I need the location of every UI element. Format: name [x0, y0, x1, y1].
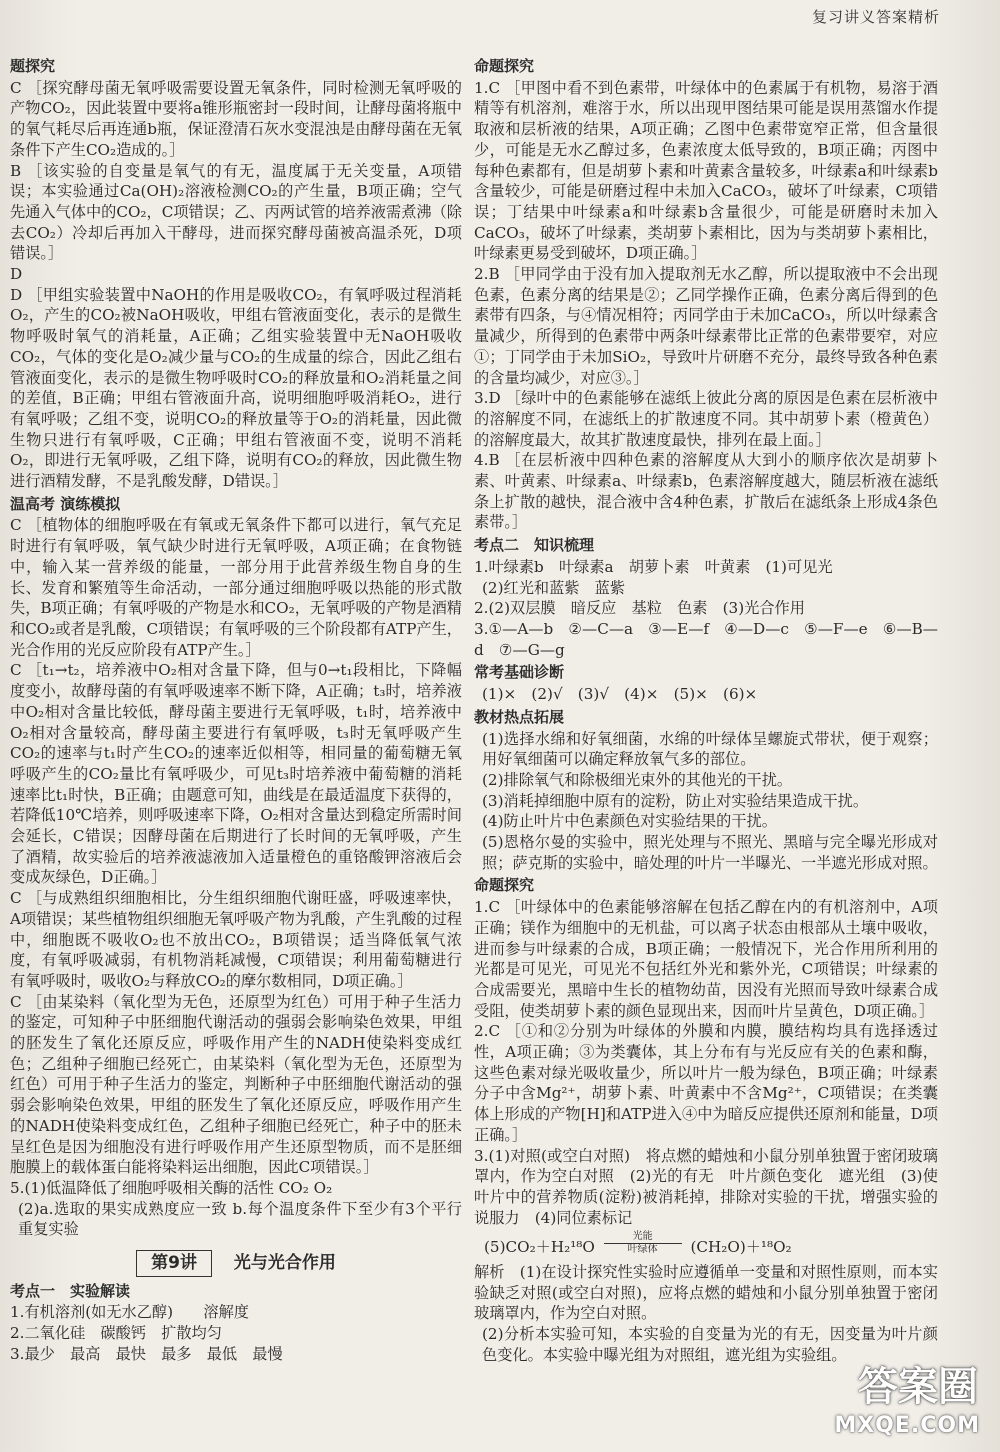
section-title: 题探究: [10, 57, 56, 75]
answer-paragraph: 1.叶绿素b 叶绿素a 胡萝卜素 叶黄素 (1)可见光: [474, 557, 833, 576]
watermark: [808, 1352, 988, 1442]
analysis-paragraph: (2)分析本实验可知，本实验的自变量为光的有无，因变量为叶片颜色变化。本实验中曝光组为对照组，遮光组为实验组。: [482, 1325, 938, 1364]
equation-reactants: (5)CO₂＋H₂¹⁸O: [484, 1238, 595, 1257]
analysis-paragraph: 解析 (1)在设计探究性实验时应遵循单一变量和对照性原则，而本实验缺乏对照(或空白对照)，应将点燃的蜡烛和小鼠分别单独置于密闭玻璃罩内，作为空白对照。: [474, 1263, 938, 1323]
answer-paragraph: C ［与成熟组织细胞相比，分生组织细胞代谢旺盛，呼吸速率快，A项错误；某些植物组织细胞无氧呼吸产物为乳酸，产生乳酸的过程中，细胞既不吸收O₂也不放出CO₂，B项错误；适当降低氧气浓度，有氧呼吸减弱，有机物消耗减慢，C项错误；利用葡萄糖进行有氧呼吸时，吸收O₂与释放CO₂的摩尔数相同，D项正确。］: [10, 889, 462, 990]
answer-paragraph: 4.B ［在层析液中四种色素的溶解度从大到小的顺序依次是胡萝卜素、叶黄素、叶绿素a、叶绿素b，色素溶解度越大，随层析液在滤纸条上扩散的越快，混合液中含4种色素，扩散后在滤纸条上形成4条色素带。］: [474, 451, 938, 532]
answer-paragraph: 2.B ［甲同学由于没有加入提取剂无水乙醇，所以提取液中不会出现色素，色素分离的结果是②；乙同学操作正确，色素分离后得到的色素带有四条，与④情况相符；丙同学由于未加CaCO₃，所以叶绿素含量减少，所得到的色素带中两条叶绿素带比正常的色素带要窄，对应①；丁同学由于未加SiO₂，导致叶片研磨不充分，最终导致各种色素的含量均减少，对应③。］: [474, 265, 938, 387]
running-header: 复习讲义答案精析: [811, 8, 940, 26]
answer-paragraph: 3.(1)对照(或空白对照) 将点燃的蜡烛和小鼠分别单独置于密闭玻璃罩内，作为空白对照 (2)光的有无 叶片颜色变化 遮光组 (3)使叶片中的营养物质(淀粉)被消耗掉，排除对实验的干扰，增强实验的说服力 (4)同位素标记: [474, 1146, 938, 1227]
answer-paragraph: (1)选择水绵和好氧细菌，水绵的叶绿体呈螺旋式带状，便于观察；用好氧细菌可以确定释放氧气多的部位。: [482, 729, 938, 769]
answer-paragraph: C ［由某染料（氧化型为无色，还原型为红色）可用于种子生活力的鉴定，可知种子中胚细胞代谢活动的强弱会影响染色效果，甲组的胚发生了氧化还原反应，呼吸作用产生的NADH使染料变成红色；乙组种子细胞已经死亡，由某染料（氧化型为无色，还原型为红色）可用于种子生活力的鉴定，判断种子中胚细胞代谢活动的强弱会影响染色效果，甲组的胚发生了氧化还原反应，呼吸作用产生的NADH使染料变成红色，乙组种子细胞已经死亡，种子中的胚未呈红色是因为细胞没有进行呼吸作用产生还原型物质，而不是胚细胞膜上的载体蛋白能将染料运出细胞，因此C项错误。］: [10, 992, 462, 1177]
arrow-condition-top: 光能: [632, 1231, 653, 1243]
right-column: [474, 54, 938, 1452]
answer-paragraph: C ［植物体的细胞呼吸在有氧或无氧条件下都可以进行，氧气充足时进行有氧呼吸，氧气缺少时进行无氧呼吸，A项正确；在食物链中，输入某一营养级的能量，一部分用于此营养级生物自身的生长、发育和繁殖等生命活动，一部分通过细胞呼吸以热能的形式散失，B项正确；有氧呼吸的产物是水和CO₂，无氧呼吸的产物是酒精和CO₂或者是乳酸，C项错误；有氧呼吸的三个阶段都有ATP产生，光合作用的光反应阶段有ATP产生。］: [10, 516, 462, 659]
section-title: 考点二 知识梳理: [474, 536, 595, 555]
section-title: 教材热点拓展: [474, 707, 565, 726]
section-title: 考点一 实验解读: [10, 1281, 131, 1300]
answer-letter: D: [10, 265, 23, 284]
watermark-logo: 答案圈: [858, 1364, 978, 1410]
arrow-condition-bottom: 叶绿体: [627, 1244, 658, 1256]
answer-paragraph: 1.C ［甲图中看不到色素带，叶绿体中的色素属于有机物，易溶于酒精等有机溶剂，难溶于水，所以出现甲图结果可能是误用蒸馏水作提取液和层析液的结果，A项正确；乙图中色素带宽窄正常，但含量很少，可能是无水乙醇过多，色素浓度太低导致的，B项正确；丙图中每种色素都有，但是胡萝卜素和叶黄素含量较多，叶绿素a和叶绿素b含量较少，可能是研磨过程中未加入CaCO₃，破坏了叶绿素，C项错误；丁结果中叶绿素a和叶绿素b含量很少，可能是研磨时未加入CaCO₃，破坏了叶绿素，类胡萝卜素相比，因为与类胡萝卜素相比，叶绿素更易受到破坏，D项正确。］: [474, 78, 938, 263]
answer-paragraph: 1.C ［叶绿体中的色素能够溶解在包括乙醇在内的有机溶剂中，A项正确；镁作为细胞中的无机盐，可以离子状态由根部从土壤中吸收，进而参与叶绿素的合成，B项正确；一般情况下，光合作用所利用的光都是可见光，可见光不包括红外光和紫外光，C项错误；叶绿素的合成需要光，黑暗中生长的植物幼苗，因没有光照而导致叶绿素合成受阻，使类胡萝卜素的颜色显现出来，因而叶片呈黄色，D项正确。］: [474, 898, 938, 1020]
lecture-title: 光与光合作用: [233, 1253, 336, 1274]
answer-paragraph: 2.(2)双层膜 暗反应 基粒 色素 (3)光合作用: [474, 599, 805, 618]
reaction-arrow: [600, 1232, 686, 1255]
answer-paragraph: (5)恩格尔曼的实验中，照光处理与不照光、黑暗与完全曝光形成对照；萨克斯的实验中，暗处理的叶片一半曝光、一半遮光形成对照。: [482, 833, 938, 872]
watermark-site: MXQE.COM: [834, 1413, 980, 1438]
answer-paragraph: (2)红光和蓝紫 蓝紫: [482, 578, 626, 597]
chemical-equation: [474, 1232, 938, 1258]
answer-paragraph: (2)排除氧气和除极细光束外的其他光的干扰。: [482, 770, 793, 789]
answer-paragraph: 2.C ［①和②分别为叶绿体的外膜和内膜，膜结构均具有选择透过性，A项正确；③为类囊体，其上分布有与光反应有关的色素和酶，这些色素对绿光吸收量少，所以叶片一般为绿色，B项正确；叶绿素分子中含Mg²⁺，胡萝卜素、叶黄素中不含Mg²⁺，C项错误；在类囊体上形成的产物[H]和ATP进入④中为暗反应提供还原剂和能量，D项正确。］: [474, 1022, 938, 1144]
section-title: 命题探究: [474, 876, 535, 895]
answer-paragraph: (2)a.选取的果实成熟度应一致 b.每个温度条件下至少有3个平行重复实验: [18, 1199, 462, 1239]
answer-paragraph: 3.最少 最高 最快 最多 最低 最慢: [10, 1344, 283, 1363]
section-title: 常考基础诊断: [474, 663, 565, 682]
lecture-number: 第9讲: [136, 1250, 212, 1277]
answer-paragraph: B ［该实验的自变量是氧气的有无，温度属于无关变量，A项错误；本实验通过Ca(OH)₂溶液检测CO₂的产生量，B项正确；空气先通入气体中的CO₂，C项错误；乙、丙两试管的培养液需煮沸（除去CO₂）冷却后再加入干酵母，进而探究酵母菌被高温杀死，D项错误。］: [10, 161, 462, 263]
answer-paragraph: C ［探究酵母菌无氧呼吸需要设置无氧条件，同时检测无氧呼吸的产物CO₂，因此装置中要将a锥形瓶密封一段时间，让酵母菌将瓶中的氧气耗尽后再连通b瓶，保证澄清石灰水变混浊是由酵母菌在无氧条件下产生CO₂造成的。］: [10, 78, 462, 159]
section-title: 温高考 演练模拟: [10, 494, 121, 513]
answer-paragraph: 3.D ［绿叶中的色素能够在滤纸上彼此分离的原因是色素在层析液中的溶解度不同，在滤纸上的扩散速度不同。其中胡萝卜素（橙黄色）的溶解度最大，故其扩散速度最快，排列在最上面。］: [474, 389, 938, 449]
section-title: 命题探究: [474, 57, 535, 75]
answer-paragraph: (4)防止叶片中色素颜色对实验结果的干扰。: [482, 812, 777, 831]
answer-paragraph: 3.①—A—b ②—C—a ③—E—f ④—D—c ⑤—F—e ⑥—B—d ⑦—G—g: [474, 619, 938, 659]
answer-paragraph: (1)× (2)√ (3)√ (4)× (5)× (6)×: [482, 685, 758, 704]
answer-paragraph: 5.(1)低温降低了细胞呼吸相关酶的活性 CO₂ O₂: [10, 1178, 333, 1197]
answer-paragraph: (3)消耗掉细胞中原有的淀粉，防止对实验结果造成干扰。: [482, 791, 869, 810]
answer-paragraph: D ［甲组实验装置中NaOH的作用是吸收CO₂，有氧呼吸过程消耗O₂，产生的CO₂被NaOH吸收，甲组右管液面变化，表示的是微生物呼吸时氧气的消耗量，A正确；乙组实验装置中无NaOH吸收CO₂，气体的变化是O₂减少量与CO₂的生成量的综合，因此乙组右管液面变化，表示的是微生物呼吸时CO₂的释放量和O₂消耗量之间的差值，B正确；甲组右管液面升高，说明细胞呼吸消耗O₂，进行有氧呼吸；乙组不变，说明CO₂的释放量等于O₂的消耗量，因此微生物只进行有氧呼吸，C正确；甲组右管液面不变，说明不消耗O₂，即进行无氧呼吸，乙组下降，说明有CO₂的释放，因此微生物进行酒精发酵，不是乳酸发酵，D错误。］: [10, 285, 462, 491]
equation-products: (CH₂O)＋¹⁸O₂: [690, 1238, 792, 1257]
answer-paragraph: C ［t₁→t₂，培养液中O₂相对含量下降，但与0→t₁段相比，下降幅度变小，故酵母菌的有氧呼吸速率不断下降，A正确；t₃时，培养液中O₂相对含量比较低，酵母菌主要进行无氧呼吸，t₁时，培养液中O₂相对含量较高，酵母菌主要进行有氧呼吸，t₃时无氧呼吸产生CO₂的速率与t₁时产生CO₂的速率近似相等，相同量的葡萄糖无氧呼吸产生的CO₂量比有氧呼吸少，可见t₃时培养液中葡萄糖的消耗速率比t₁时快，B正确；由题意可知，曲线是在最适温度下获得的，若降低10℃培养，则呼吸速率下降，O₂相对含量达到稳定所需时间会延长，C错误；因酵母菌在后期进行了长时间的无氧呼吸，产生了酒精，故实验后的培养液滤液加入适量橙色的重铬酸钾溶液后会变成灰绿色，D正确。］: [10, 661, 462, 887]
answer-paragraph: 1.有机溶剂(如无水乙醇) 溶解度: [10, 1303, 249, 1322]
lecture-heading: [10, 1250, 462, 1277]
left-column: [10, 54, 462, 1452]
answer-paragraph: 2.二氧化硅 碳酸钙 扩散均匀: [10, 1324, 222, 1343]
